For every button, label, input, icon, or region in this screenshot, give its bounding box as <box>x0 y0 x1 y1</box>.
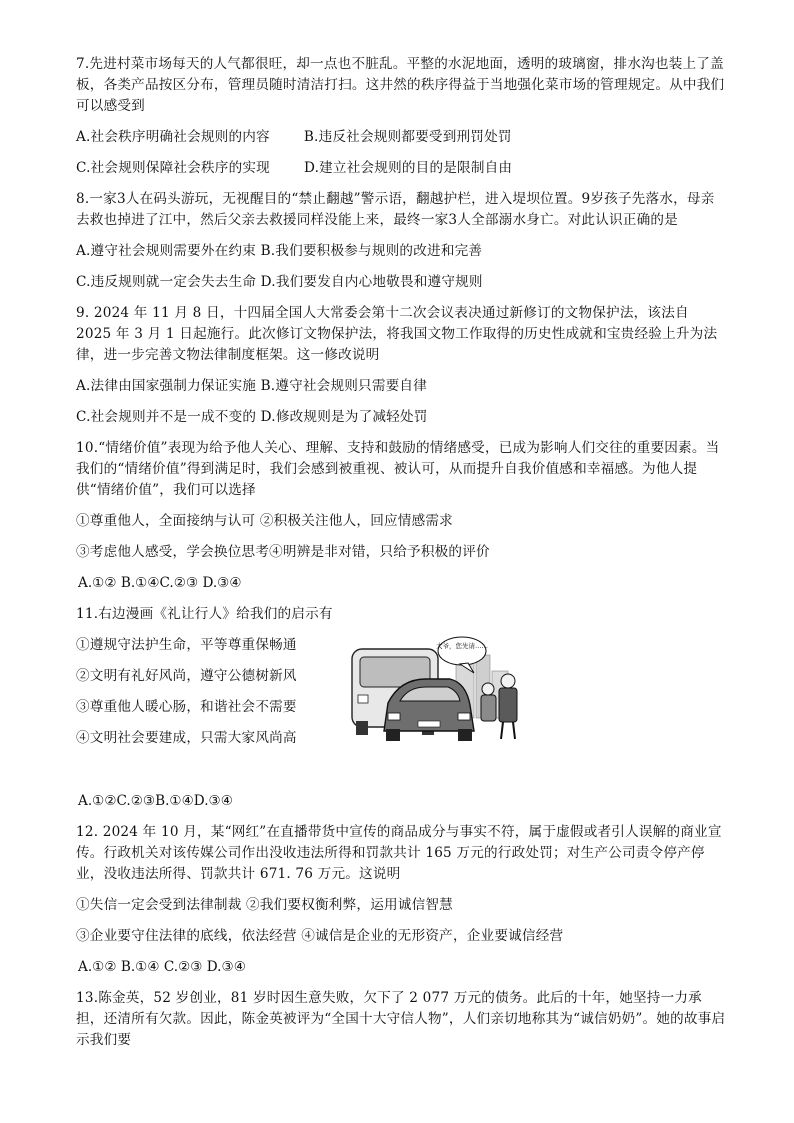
question-10-statements-34: ③考虑他人感受，学会换位思考④明辨是非对错，只给予积极的评价 <box>76 544 490 560</box>
question-9-options-ab[interactable]: A.法律由国家强制力保证实施 B.遵守社会规则只需要自律 <box>76 378 428 394</box>
question-12-statements-34: ③企业要守住法律的底线，依法经营 ④诚信是企业的无形资产，企业要诚信经营 <box>76 928 564 944</box>
question-11-statement-1: ①遵规守法护生命，平等尊重保畅通 <box>76 637 297 653</box>
question-11-statement-4: ④文明社会要建成，只需大家风尚高 <box>76 730 297 746</box>
question-11-statements <box>76 635 336 759</box>
cartoon-courtesy-to-pedestrians <box>348 633 534 751</box>
question-7-options-ab <box>76 127 726 148</box>
question-11-stem: 11.右边漫画《礼让行人》给我们的启示有 <box>76 606 333 622</box>
question-10-stem: 10.“情绪价值”表现为给予他人关心、理解、支持和鼓励的情绪感受，已成为影响人们交往的重要因素。当我们的“情绪价值”得到满足时，我们会感到被重视、被认可，从而提升自我价值感和幸福感。为他人提供“情绪价值”，我们可以选择 <box>76 440 720 498</box>
question-11-statement-2: ②文明有礼好风尚，遵守公德树新风 <box>76 668 297 684</box>
question-7-option-c[interactable]: C.社会规则保障社会秩序的实现 <box>76 160 270 176</box>
question-7-stem: 7.先进村菜市场每天的人气都很旺，却一点也不脏乱。平整的水泥地面，透明的玻璃窗，排水沟也装上了盖板，各类产品按区分布，管理员随时清洁打扫。这井然的秩序得益于当地强化菜市场的管理规定。从中我们可以感受到 <box>76 56 725 114</box>
question-8-options-cd[interactable]: C.违反规则就一定会失去生命 D.我们要发自内心地敬畏和遵守规则 <box>76 274 483 290</box>
question-11-body <box>76 635 726 785</box>
question-8-options-ab[interactable]: A.遵守社会规则需要外在约束 B.我们要积极参与规则的改进和完善 <box>76 243 483 259</box>
question-12-statements-12: ①失信一定会受到法律制裁 ②我们要权衡利弊，运用诚信智慧 <box>76 897 453 913</box>
question-7-options-cd <box>76 158 726 179</box>
question-10-options[interactable]: A.①② B.①④C.②③ D.③④ <box>78 575 242 591</box>
question-9-options-cd[interactable]: C.社会规则并不是一成不变的 D.修改规则是为了减轻处罚 <box>76 409 428 425</box>
question-12-options[interactable]: A.①② B.①④ C.②③ D.③④ <box>78 959 246 975</box>
question-11-options[interactable]: A.①②C.②③B.①④D.③④ <box>78 793 233 809</box>
question-10-statements-12: ①尊重他人，全面接纳与认可 ②积极关注他人，回应情感需求 <box>76 513 453 529</box>
question-7-option-a[interactable]: A.社会秩序明确社会规则的内容 <box>76 129 270 145</box>
question-8-stem: 8.一家3人在码头游玩，无视醒目的“禁止翻越”警示语，翻越护栏，进入堤坝位置。9岁孩子先落水，母亲去救也掉进了江中，然后父亲去救援同样没能上来，最终一家3人全部溺水身亡。对此认识正确的是 <box>76 191 715 228</box>
speech-bubble-text: 大爷，您先请…… <box>436 642 488 650</box>
question-9-stem: 9. 2024 年 11 月 8 日，十四届全国人大常委会第十二次会议表决通过新修订的文物保护法，该法自 2025 年 3 月 1 日起施行。此次修订文物保护法，将我国文物工作取得的历史性成就和宝贵经验上升为法律，进一步完善文物法律制度框架。这一修改说明 <box>76 305 718 363</box>
question-7-option-b[interactable]: B.违反社会规则都要受到刑罚处罚 <box>303 129 512 145</box>
question-11-statement-3: ③尊重他人暖心肠，和谐社会不需要 <box>76 699 297 715</box>
question-12-stem: 12. 2024 年 10 月，某“网红”在直播带货中宣传的商品成分与事实不符，属于虚假或者引人误解的商业宣传。行政机关对该传媒公司作出没收违法所得和罚款共计 165 万元的行政处罚；对生产公司责令停产停业，没收违法所得、罚款共计 671. 76 万元。这说明 <box>76 824 722 882</box>
question-13-stem: 13.陈金英，52 岁创业，81 岁时因生意失败，欠下了 2 077 万元的债务。此后的十年，她坚持一力承担，还清所有欠款。因此，陈金英被评为“全国十大守信人物”，人们亲切地称其为“诚信奶奶”。她的故事启示我们要 <box>76 990 726 1048</box>
exam-page <box>76 54 726 1061</box>
question-7-option-d[interactable]: D.建立社会规则的目的是限制自由 <box>303 160 513 176</box>
